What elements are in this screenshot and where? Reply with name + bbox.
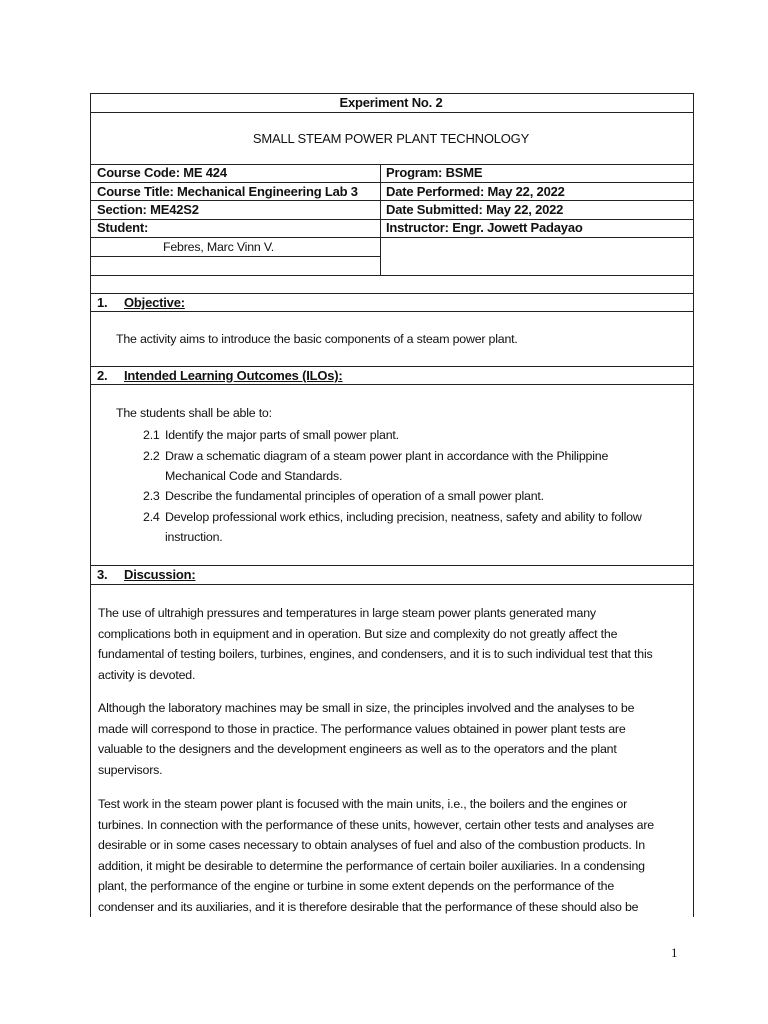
ilo-item-number: 2.1 (143, 428, 160, 442)
paragraph-line: turbines. In connection with the performance of these units, however, certain other tests and analyses are (98, 817, 654, 832)
paragraph-line: desirable or in some cases necessary to obtain analyses of fuel and also of the combustion products. In (98, 838, 645, 852)
course-title: Course Title: Mechanical Engineering Lab 3 (97, 184, 358, 199)
ilo-item-number: 2.3 (143, 489, 160, 503)
divider (90, 366, 694, 367)
objective-heading: Objective: (124, 295, 185, 310)
divider (90, 256, 381, 257)
paragraph-line: addition, it might be desirable to determine the performance of certain boiler auxiliaries. In a condensing (98, 858, 645, 873)
divider (90, 275, 694, 276)
divider (90, 565, 694, 566)
paragraph-line: plant, the performance of the engine or turbine in some extent depends on the performance of the (98, 879, 615, 893)
paragraph-line: fundamental of testing boilers, turbines, engines, and condensers, and it is to such individual test that this (98, 647, 653, 661)
ilo-item-number: 2.2 (143, 449, 160, 463)
paragraph-line: activity is devoted. (98, 667, 196, 682)
ilo-item-text: Develop professional work ethics, including precision, neatness, safety and ability to follow (165, 510, 642, 524)
paragraph-line: Test work in the steam power plant is focused with the main units, i.e., the boilers and the engines or (98, 797, 628, 811)
discussion-paragraph (98, 794, 680, 917)
divider (90, 384, 694, 385)
experiment-title: SMALL STEAM POWER PLANT TECHNOLOGY (252, 131, 530, 146)
discussion-paragraph (98, 603, 680, 685)
experiment-number: Experiment No. 2 (339, 95, 443, 110)
ilo-item-number: 2.4 (143, 510, 160, 524)
paragraph-line: supervisors. (98, 762, 163, 777)
divider (90, 200, 694, 201)
divider (90, 182, 694, 183)
ilo-item-text: instruction. (165, 530, 223, 544)
column-divider (380, 164, 381, 275)
program: Program: BSME (386, 165, 483, 180)
ilo-heading: Intended Learning Outcomes (ILOs): (124, 368, 343, 383)
objective-number: 1. (97, 295, 108, 310)
ilo-item-text: Mechanical Code and Standards. (165, 469, 343, 483)
student-label: Student: (97, 220, 149, 235)
divider (90, 112, 694, 113)
student-name: Febres, Marc Vinn V. (163, 240, 275, 254)
objective-text: The activity aims to introduce the basic components of a steam power plant. (116, 332, 518, 346)
paragraph-line: Although the laboratory machines may be small in size, the principles involved and the analyses to be (98, 701, 635, 715)
section: Section: ME42S2 (97, 202, 199, 217)
ilo-intro: The students shall be able to: (116, 406, 272, 420)
divider (90, 293, 694, 294)
ilo-item-text: Identify the major parts of small power plant. (165, 428, 399, 442)
ilo-number: 2. (97, 368, 108, 383)
paragraph-line: The use of ultrahigh pressures and temperatures in large steam power plants generated many (98, 606, 596, 620)
ilo-item-text: Describe the fundamental principles of operation of a small power plant. (165, 489, 544, 503)
paragraph-line: made will correspond to those in practice. The performance values obtained in power plant tests are (98, 721, 626, 736)
discussion-heading: Discussion: (124, 567, 196, 582)
page-number: 1 (671, 945, 678, 960)
paragraph-line: complications both in equipment and in operation. But size and complexity do not greatly affect the (98, 626, 618, 641)
date-submitted: Date Submitted: May 22, 2022 (386, 202, 564, 217)
paragraph-line: valuable to the designers and the development engineers as well as to the operators and the plant (98, 742, 617, 756)
instructor: Instructor: Engr. Jowett Padayao (386, 220, 583, 235)
paragraph-line: condenser and its auxiliaries, and it is therefore desirable that the performance of these should also be (98, 899, 639, 914)
discussion-paragraph (98, 698, 680, 780)
divider (90, 311, 694, 312)
ilo-item-text: Draw a schematic diagram of a steam power plant in accordance with the Philippine (165, 449, 609, 463)
date-performed: Date Performed: May 22, 2022 (386, 184, 565, 199)
course-code: Course Code: ME 424 (97, 165, 227, 180)
divider (90, 237, 694, 238)
discussion-number: 3. (97, 567, 108, 582)
divider (90, 584, 694, 585)
